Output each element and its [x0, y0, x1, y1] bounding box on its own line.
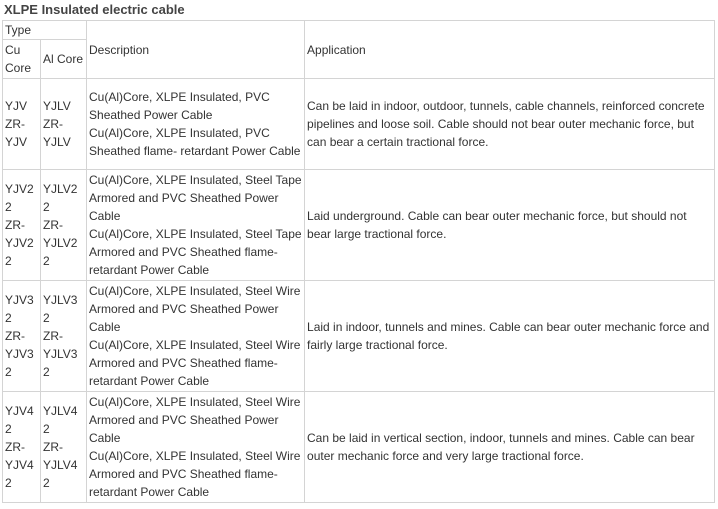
- application-cell: Laid in indoor, tunnels and mines. Cable can bear outer mechanic force and fairly large tractional force.: [305, 281, 715, 392]
- cu-core-model: YJV: [5, 99, 28, 113]
- cu-core-model: YJV22: [5, 182, 34, 214]
- cable-spec-table: [2, 20, 715, 503]
- al-core-model-flame: YJLV32: [43, 347, 78, 379]
- al-core-prefix: ZR-: [43, 440, 63, 454]
- al-core-prefix: ZR-: [43, 329, 63, 343]
- table-row: [3, 170, 715, 281]
- description-standard: Cu(Al)Core, XLPE Insulated, Steel Wire Armored and PVC Sheathed Power Cable: [89, 395, 301, 445]
- table-row: [3, 392, 715, 503]
- al-core-cell: [41, 79, 87, 170]
- cu-core-model-flame: YJV42: [5, 458, 34, 490]
- header-type: Type: [3, 21, 87, 40]
- description-flame-retardant: Cu(Al)Core, XLPE Insulated, Steel Wire Armored and PVC Sheathed flame-retardant Power Cable: [89, 449, 301, 499]
- description-flame-retardant: Cu(Al)Core, XLPE Insulated, PVC Sheathed flame- retardant Power Cable: [89, 126, 301, 158]
- al-core-model: YJLV22: [43, 182, 78, 214]
- description-cell: [87, 281, 305, 392]
- page-title: XLPE Insulated electric cable: [4, 2, 185, 17]
- description-standard: Cu(Al)Core, XLPE Insulated, Steel Tape Armored and PVC Sheathed Power Cable: [89, 173, 302, 223]
- cu-core-model-flame: YJV22: [5, 236, 34, 268]
- description-flame-retardant: Cu(Al)Core, XLPE Insulated, Steel Wire Armored and PVC Sheathed flame-retardant Power Cable: [89, 338, 301, 388]
- cu-core-model-flame: YJV: [5, 135, 28, 149]
- cu-core-model-flame: YJV32: [5, 347, 34, 379]
- cu-core-cell: [3, 79, 41, 170]
- al-core-prefix: ZR-: [43, 117, 63, 131]
- table-row: [3, 79, 715, 170]
- header-row-type: [3, 21, 715, 40]
- application-cell: Can be laid in indoor, outdoor, tunnels, cable channels, reinforced concrete pipelines and loose soil. Cable should not bear outer mechanic force, but can bear a certain tractional force.: [305, 79, 715, 170]
- table-row: [3, 281, 715, 392]
- cu-core-prefix: ZR-: [5, 218, 25, 232]
- al-core-cell: [41, 170, 87, 281]
- cu-core-model: YJV32: [5, 293, 34, 325]
- description-cell: [87, 170, 305, 281]
- cu-core-cell: [3, 281, 41, 392]
- cu-core-prefix: ZR-: [5, 117, 25, 131]
- al-core-cell: [41, 392, 87, 503]
- application-cell: Laid underground. Cable can bear outer mechanic force, but should not bear large tractional force.: [305, 170, 715, 281]
- al-core-model-flame: YJLV22: [43, 236, 78, 268]
- al-core-model: YJLV: [43, 99, 71, 113]
- description-standard: Cu(Al)Core, XLPE Insulated, PVC Sheathed Power Cable: [89, 90, 270, 122]
- description-standard: Cu(Al)Core, XLPE Insulated, Steel Wire Armored and PVC Sheathed Power Cable: [89, 284, 301, 334]
- application-cell: Can be laid in vertical section, indoor, tunnels and mines. Cable can bear outer mechanic force and very large tractional force.: [305, 392, 715, 503]
- cu-core-model: YJV42: [5, 404, 34, 436]
- header-description: Description: [87, 21, 305, 79]
- description-cell: [87, 79, 305, 170]
- cu-core-prefix: ZR-: [5, 440, 25, 454]
- al-core-model: YJLV42: [43, 404, 78, 436]
- description-flame-retardant: Cu(Al)Core, XLPE Insulated, Steel Tape Armored and PVC Sheathed flame-retardant Power Cable: [89, 227, 302, 277]
- al-core-model: YJLV32: [43, 293, 78, 325]
- al-core-model-flame: YJLV: [43, 135, 71, 149]
- cu-core-prefix: ZR-: [5, 329, 25, 343]
- header-al-core: Al Core: [41, 40, 87, 79]
- al-core-cell: [41, 281, 87, 392]
- al-core-prefix: ZR-: [43, 218, 63, 232]
- description-cell: [87, 392, 305, 503]
- al-core-model-flame: YJLV42: [43, 458, 78, 490]
- cu-core-cell: [3, 392, 41, 503]
- header-cu-core: Cu Core: [3, 40, 41, 79]
- header-application: Application: [305, 21, 715, 79]
- cu-core-cell: [3, 170, 41, 281]
